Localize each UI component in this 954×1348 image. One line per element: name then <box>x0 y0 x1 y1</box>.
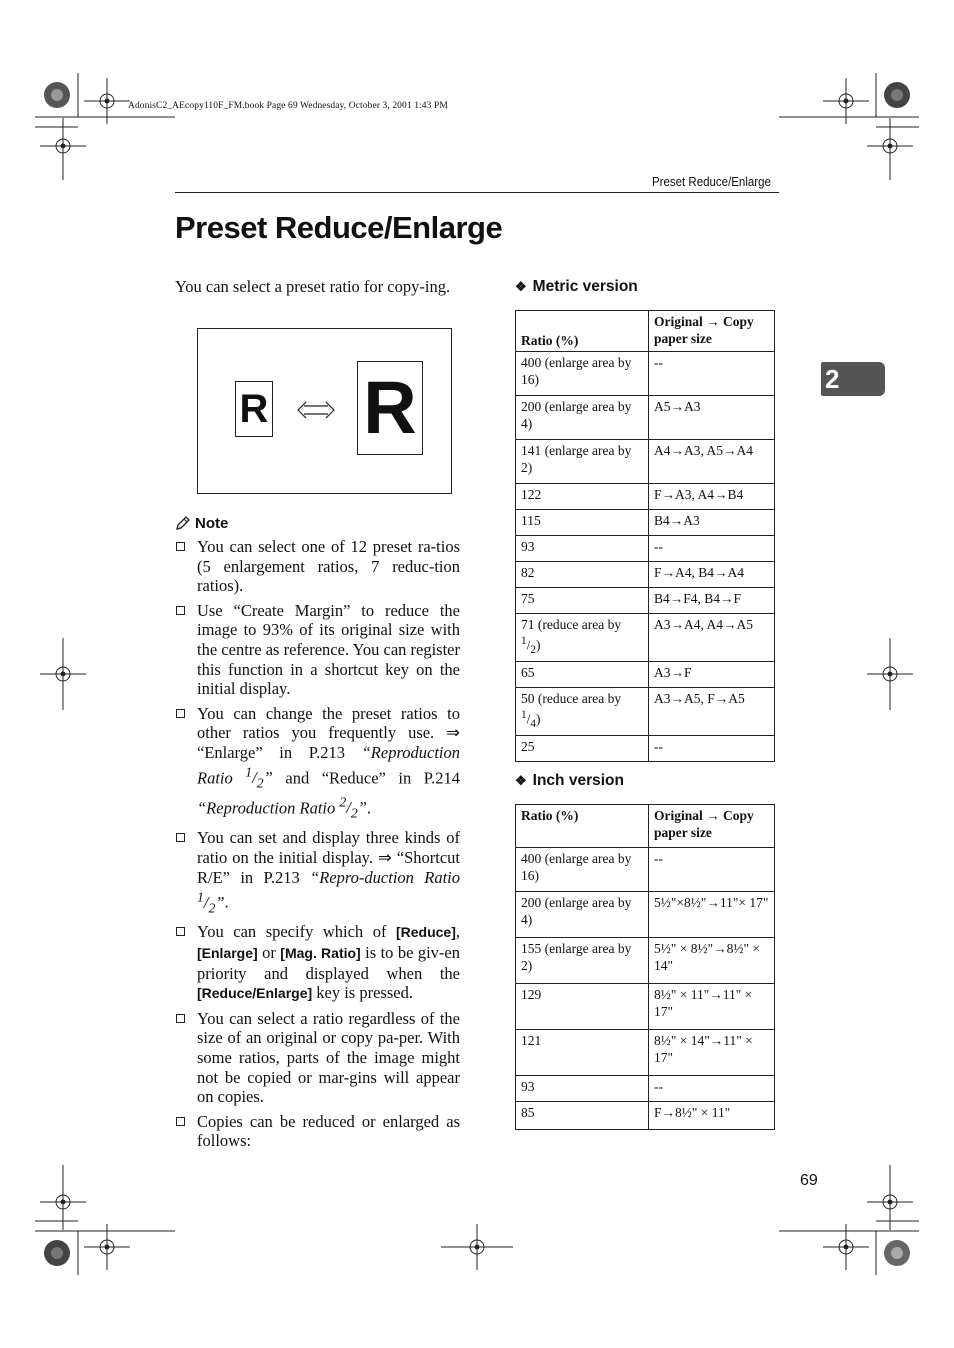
table-cell: 115 <box>516 510 649 536</box>
table-cell: -- <box>649 536 775 562</box>
table-cell: -- <box>649 352 775 396</box>
table-cell: 141 (enlarge area by 2) <box>516 440 649 484</box>
header-rule <box>175 192 779 193</box>
table-cell: 65 <box>516 662 649 688</box>
table-row <box>516 562 775 588</box>
table-cell: A3→F <box>649 662 775 688</box>
table-cell: 5½"×8½"→11"× 17" <box>649 892 775 938</box>
table-cell: B4→A3 <box>649 510 775 536</box>
checkbox-bullet-icon <box>176 606 185 615</box>
table-cell: -- <box>649 848 775 892</box>
table-cell: 8½" × 14"→11" × 17" <box>649 1030 775 1076</box>
column-header-ratio: Ratio (%) <box>516 805 649 848</box>
table-row <box>516 588 775 614</box>
note-heading <box>175 515 228 532</box>
table-cell: -- <box>649 1076 775 1102</box>
pencil-icon <box>175 515 191 531</box>
diamond-bullet-icon: ❖ <box>515 773 527 788</box>
table-row <box>516 396 775 440</box>
table-row <box>516 736 775 762</box>
table-cell: 200 (enlarge area by 4) <box>516 396 649 440</box>
column-header-size: Original → Copy paper size <box>649 311 775 352</box>
table-row <box>516 352 775 396</box>
enlarge-illustration <box>197 328 452 494</box>
checkbox-bullet-icon <box>176 709 185 718</box>
table-row <box>516 1076 775 1102</box>
table-cell: 400 (enlarge area by 16) <box>516 352 649 396</box>
table-row <box>516 662 775 688</box>
running-head: Preset Reduce/Enlarge <box>652 175 771 189</box>
key-enlarge: [Enlarge] <box>197 945 258 962</box>
table-row <box>516 984 775 1030</box>
table-cell: -- <box>649 736 775 762</box>
table-cell: 8½" × 11"→11" × 17" <box>649 984 775 1030</box>
table-cell: 129 <box>516 984 649 1030</box>
table-cell: 82 <box>516 562 649 588</box>
chapter-tab: 2 <box>821 362 885 396</box>
table-cell: A4→A3, A5→A4 <box>649 440 775 484</box>
table-row <box>516 440 775 484</box>
table-cell: 25 <box>516 736 649 762</box>
table-cell: 50 (reduce area by $^1/_4$) <box>516 688 649 736</box>
note-item: Copies can be reduced or enlarged as follows: <box>175 1112 460 1151</box>
file-info: AdonisC2_AEcopy110F_FM.book Page 69 Wednesday, October 3, 2001 1:43 PM <box>128 101 448 111</box>
large-r-sheet: R <box>357 361 423 455</box>
intro-text: You can select a preset ratio for copy-ing. <box>175 277 451 296</box>
key-reduce-enlarge: [Reduce/Enlarge] <box>197 985 313 1002</box>
table-row <box>516 484 775 510</box>
table-row <box>516 892 775 938</box>
table-cell: F→A3, A4→B4 <box>649 484 775 510</box>
table-cell: 400 (enlarge area by 16) <box>516 848 649 892</box>
key-reduce: [Reduce] <box>395 924 456 941</box>
table-row <box>516 614 775 662</box>
table-row <box>516 510 775 536</box>
metric-table <box>515 310 775 762</box>
note-label: Note <box>195 515 229 532</box>
table-cell: B4→F4, B4→F <box>649 588 775 614</box>
table-header-row <box>516 805 775 848</box>
note-item: Use “Create Margin” to reduce the image to 93% of its original size with the centre as reference. You can register this function in a shortcut key on the initial display. <box>175 601 460 699</box>
table-cell: 71 (reduce area by $^1/_2$) <box>516 614 649 662</box>
metric-heading: ❖ Metric version <box>515 278 638 295</box>
diamond-bullet-icon: ❖ <box>515 279 527 294</box>
table-cell: A5→A3 <box>649 396 775 440</box>
note-item: You can set and display three kinds of ratio on the initial display. ⇒ “Shortcut R/E” in P.213 “Repro-duction Ratio $^1/_2$”. <box>175 828 460 917</box>
page-title: Preset Reduce/Enlarge <box>175 210 503 245</box>
page-number: 69 <box>800 1172 818 1189</box>
table-cell: 5½" × 8½"→8½" × 14" <box>649 938 775 984</box>
column-header-ratio: Ratio (%) <box>516 311 649 352</box>
table-cell: A3→A4, A4→A5 <box>649 614 775 662</box>
small-r-sheet: R <box>235 381 273 437</box>
checkbox-bullet-icon <box>176 1014 185 1023</box>
checkbox-bullet-icon <box>176 542 185 551</box>
table-cell: 85 <box>516 1102 649 1130</box>
double-arrow-icon <box>296 401 336 419</box>
note-item: You can change the preset ratios to other ratios you frequently use. ⇒ “Enlarge” in P.213 “Reproduction Ratio $^1/_2$” and “Reduce” in P.214 “Reproduction Ratio $^2/_2$”. <box>175 704 460 824</box>
table-cell: 75 <box>516 588 649 614</box>
table-cell: F→A4, B4→A4 <box>649 562 775 588</box>
table-row <box>516 1030 775 1076</box>
key-mag-ratio: [Mag. Ratio] <box>280 945 361 962</box>
table-header-row <box>516 311 775 352</box>
column-header-size: Original → Copy paper size <box>649 805 775 848</box>
note-item: You can select one of 12 preset ra-tios (5 enlargement ratios, 7 reduc-tion ratios). <box>175 537 460 596</box>
note-item: You can specify which of [Reduce], [Enlarge] or [Mag. Ratio] is to be giv-en priority and displayed when the [Reduce/Enlarge] key is pressed. <box>175 922 460 1003</box>
table-row <box>516 1102 775 1130</box>
table-cell: A3→A5, F→A5 <box>649 688 775 736</box>
inch-table <box>515 804 775 1130</box>
table-cell: 155 (enlarge area by 2) <box>516 938 649 984</box>
table-row <box>516 938 775 984</box>
table-cell: 200 (enlarge area by 4) <box>516 892 649 938</box>
checkbox-bullet-icon <box>176 1117 185 1126</box>
table-cell: 93 <box>516 1076 649 1102</box>
inch-heading: ❖ Inch version <box>515 772 624 789</box>
table-cell: F→8½" × 11" <box>649 1102 775 1130</box>
checkbox-bullet-icon <box>176 833 185 842</box>
note-item: You can select a ratio regardless of the size of an original or copy pa-per. With some ratios, parts of the image might not be copied or mar-gins will appear on copies. <box>175 1009 460 1107</box>
table-row <box>516 688 775 736</box>
table-cell: 122 <box>516 484 649 510</box>
checkbox-bullet-icon <box>176 927 185 936</box>
note-list <box>175 537 460 1156</box>
table-row <box>516 848 775 892</box>
table-cell: 93 <box>516 536 649 562</box>
table-row <box>516 536 775 562</box>
table-cell: 121 <box>516 1030 649 1076</box>
